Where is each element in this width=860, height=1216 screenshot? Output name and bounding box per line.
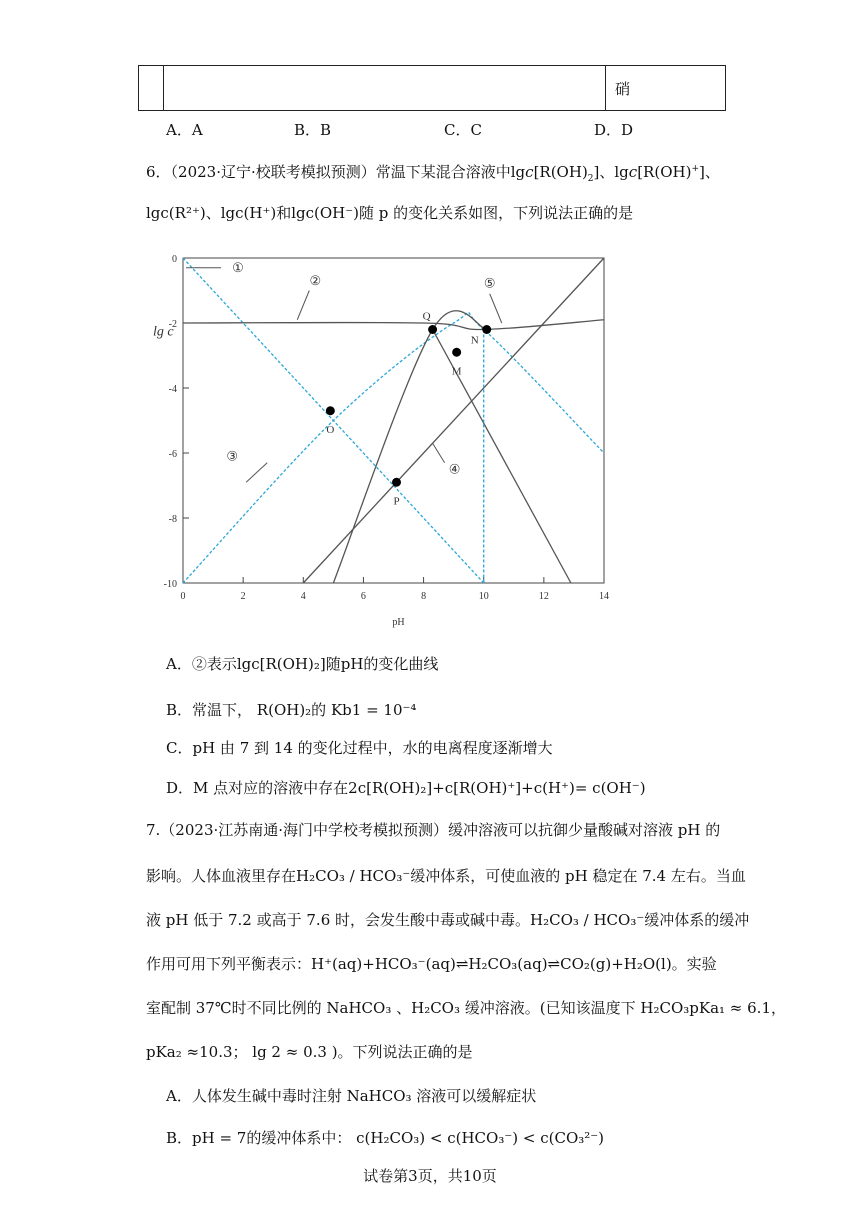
q5-option-d[interactable]: D．D [594,121,634,139]
answer-table [138,65,726,111]
x-tick-label: 4 [300,591,306,602]
series-line-4 [303,258,604,583]
q6-chart [140,240,620,630]
q7-stem-line: 作用可用下列平衡表示：H⁺(aq)+HCO₃⁻(aq)⇌H₂CO₃(aq)⇌CO₂(g)+H₂O(l)。实验 [146,955,717,973]
y-tick-label: -4 [168,384,177,395]
curve-label-5: ⑤ [483,275,496,291]
q6-stem-text: ]、 [698,163,720,181]
q7-stem-line: 液 pH 低于 7.2 或高于 7.6 时，会发生酸中毒或碱中毒。H₂CO₃ / HCO₃⁻缓冲体系的缓冲 [146,911,750,929]
x-tick-label: 6 [360,591,366,602]
x-tick-label: 10 [478,591,489,602]
y-tick-label: -8 [168,514,177,525]
point-N [482,325,491,334]
y-tick-label: -2 [168,319,177,330]
q5-option-c[interactable]: C．C [444,121,482,139]
table-divider [605,66,606,110]
y-tick-label: 0 [172,254,177,265]
label-leader [297,291,309,320]
series-line-3 [183,320,604,330]
x-tick-label: 14 [599,591,609,602]
q6-stem-text: 6．（2023·辽宁·校联考模拟预测）常温下某混合溶液中lg [146,163,526,181]
y-axis-label: lg c [153,324,174,340]
q6-option-d[interactable]: D．M 点对应的溶液中存在2c[R(OH)₂]+c[R(OH)⁺]+c(H⁺)= c(OH⁻) [166,779,646,797]
table-cell: 硝 [615,80,631,98]
curve-label-1: ① [232,259,244,275]
q6-stem-text: [R(OH) [533,163,588,181]
x-tick-label: 12 [538,591,549,602]
label-leader [490,294,502,323]
point-P [392,478,401,487]
point-M [452,348,461,357]
curve-label-3: ③ [226,448,238,464]
q7-stem-line: pKa₂ ≈10.3； lg 2 ≈ 0.3 )。下列说法正确的是 [146,1043,473,1061]
q6-option-a[interactable]: A．②表示lgc[R(OH)₂]随pH的变化曲线 [166,655,439,673]
x-axis-label: pH [392,617,405,628]
q7-option-b[interactable]: B．pH = 7的缓冲体系中： c(H₂CO₃) < c(HCO₃⁻) < c(CO₃²⁻) [166,1129,605,1147]
label-leader [433,443,445,463]
q6-stem-var: c [525,163,534,181]
y-tick-label: -10 [163,579,177,590]
x-tick-label: 8 [421,591,427,602]
point-label-Q: Q [422,310,431,323]
q7-stem-line: 影响。人体血液里存在H₂CO₃ / HCO₃⁻缓冲体系，可使血液的 pH 稳定在 7.4 左右。当血 [146,867,746,885]
page-footer: 试卷第3页，共10页 [363,1167,497,1185]
q6-stem-line2: lgc(R²⁺)、lgc(H⁺)和lgc(OH⁻)随 p 的变化关系如图，下列说法正确的是 [146,204,634,222]
curve-label-4: ④ [448,461,461,477]
point-O [326,406,335,415]
q5-option-a[interactable]: A．A [166,121,203,139]
point-label-P: P [393,495,400,508]
q5-option-b[interactable]: B．B [294,121,332,139]
q6-option-c[interactable]: C．pH 由 7 到 14 的变化过程中，水的电离程度逐渐增大 [166,739,553,757]
point-label-N: N [470,334,479,347]
q7-option-a[interactable]: A．人体发生碱中毒时注射 NaHCO₃ 溶液可以缓解症状 [166,1087,537,1105]
q6-stem-text: [R(OH) [637,163,692,181]
q7-stem-line: 室配制 37℃时不同比例的 NaHCO₃ 、H₂CO₃ 缓冲溶液。(已知该温度下 H₂CO₃pKa₁ ≈ 6.1， [146,999,786,1017]
series-line-5 [333,311,486,583]
point-label-M: M [451,365,462,378]
q6-stem-line1 [146,162,720,182]
q7-stem-line: 7.（2023·江苏南通·海门中学校考模拟预测）缓冲溶液可以抗御少量酸碱对溶液 pH 的 [146,821,721,839]
q6-stem-text: ]、lg [593,163,629,181]
table-divider [163,66,164,110]
q6-stem-var: c [628,163,638,181]
curve-label-2: ② [309,272,322,288]
label-leader [246,463,267,483]
x-tick-label: 0 [180,591,186,602]
series-line-2 [183,312,604,583]
q6-stem-sub: 2 [587,174,594,184]
x-tick-label: 2 [240,591,246,602]
q6-option-b[interactable]: B．常温下， R(OH)₂的 Kb1 = 10⁻⁴ [166,701,417,719]
q6-stem-sup: + [691,164,699,174]
y-tick-label: -6 [168,449,177,460]
point-Q [428,325,437,334]
point-label-O: O [326,423,335,436]
